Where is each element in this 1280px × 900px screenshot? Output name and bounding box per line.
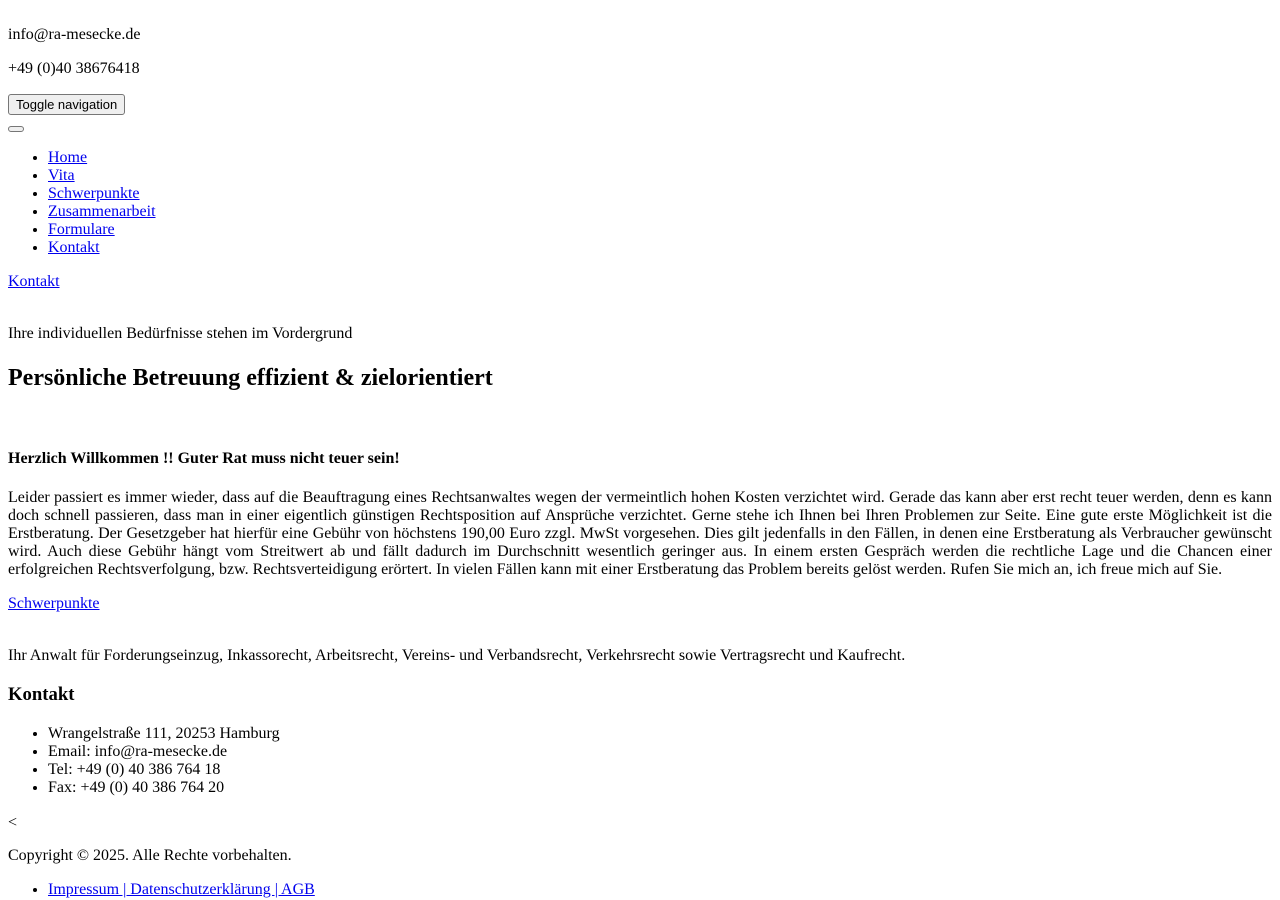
welcome-body: Leider passiert es immer wieder, dass auf die Beauftragung eines Rechtsanwaltes wegen der vermeintlich hohen Kosten verzichtet wird. Gerade das kann aber erst recht teuer werden, denn es kann doch schnell passieren, dass man in einer eigentlich günstigen Rechtsposition auf Ansprüche verzichtet. Gerne stehe ich Ihnen bei Ihren Problemen zur Seite. Eine gute erste Möglichkeit ist die Erstberatung. Der Gesetzgeber hat hierfür eine Gebühr von höchstens 190,00 Euro zzgl. MwSt vorgesehen. Dies gilt jedenfalls in den Fällen, in denen eine Erstberatung als Verbraucher gewünscht wird. Auch diese Gebühr hängt vom Streitwert ab und fällt dadurch im Durchschnitt wesentlich geringer aus. In einem ersten Gespräch werden die rechtliche Lage und die Chancen einer erfolgreichen Rechtsverfolgung, bzw. Rechtsverteidigung erörtert. In vielen Fällen kann mit einer Erstberatung das Problem bereits gelöst werden. Rufen Sie mich an, ich freue mich auf Sie. — [8, 489, 1272, 578]
copyright-text: Copyright © 2025. Alle Rechte vorbehalten. — [8, 847, 292, 864]
contact-cta-link[interactable]: Kontakt — [8, 273, 60, 290]
nav-item-kontakt — [48, 239, 156, 257]
welcome-title: Herzlich Willkommen !! Guter Rat muss nicht teuer sein! — [8, 450, 400, 467]
nav-link-formulare[interactable]: Formulare — [48, 221, 115, 238]
contact-address: • Wrangelstraße 111, 20253 Hamburg — [48, 725, 280, 743]
hero-subtitle: Ihre individuellen Bedürfnisse stehen im Vordergrund — [8, 325, 353, 342]
contact-fax: • Fax: +49 (0) 40 386 764 20 — [48, 779, 280, 797]
contact-heading: Kontakt — [8, 684, 75, 705]
contact-phone: • Tel: +49 (0) 40 386 764 18 — [48, 761, 280, 779]
contact-email: • Email: info@ra-mesecke.de — [48, 743, 280, 761]
nav-link-kontakt[interactable]: Kontakt — [48, 239, 100, 256]
contact-list — [8, 725, 280, 797]
nav-link-vita[interactable]: Vita — [48, 167, 75, 184]
nav-link-schwerpunkte[interactable]: Schwerpunkte — [48, 185, 140, 202]
navbar-empty-button[interactable] — [8, 126, 24, 132]
topbar-email: info@ra-mesecke.de — [8, 26, 141, 43]
practice-areas-text: Ihr Anwalt für Forderungseinzug, Inkassorecht, Arbeitsrecht, Vereins- und Verbandsrecht, Verkehrsrecht sowie Vertragsrecht und Kaufrecht. — [8, 647, 906, 664]
navbar-contact-cta — [8, 273, 1272, 291]
schwerpunkte-link[interactable]: Schwerpunkte — [8, 595, 100, 612]
footer-legal-links — [8, 881, 315, 899]
footer-legal-item — [48, 881, 315, 899]
nav-item-zusammenarbeit — [48, 203, 156, 221]
schwerpunkte-link-wrapper — [8, 595, 1272, 613]
legal-links[interactable]: Impressum | Datenschutzerklärung | AGB — [48, 881, 315, 898]
nav-item-home — [48, 149, 156, 167]
toggle-navigation-button[interactable]: Toggle navigation — [8, 94, 125, 115]
main-navigation — [8, 149, 156, 257]
nav-link-home[interactable]: Home — [48, 149, 88, 166]
topbar-phone: +49 (0)40 38676418 — [8, 60, 140, 77]
hero-title: Persönliche Betreuung effizient & zielorientiert — [8, 365, 493, 391]
nav-item-formulare — [48, 221, 156, 239]
back-to-top-arrow-icon[interactable]: < — [8, 814, 18, 831]
nav-link-zusammenarbeit[interactable]: Zusammenarbeit — [48, 203, 156, 220]
nav-item-schwerpunkte — [48, 185, 156, 203]
nav-item-vita — [48, 167, 156, 185]
